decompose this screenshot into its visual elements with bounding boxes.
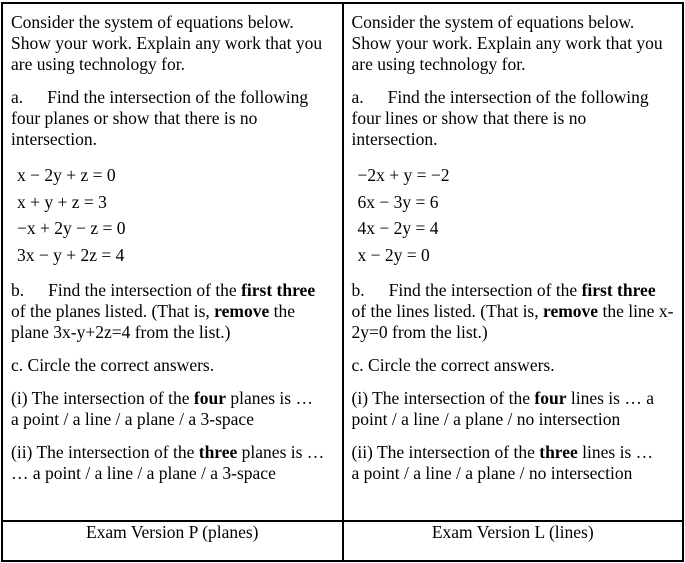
version-l-question-i-text-2: lines is … a [566,388,654,408]
version-l-cell [343,3,684,521]
version-p-question-ii-options-text: a point / a line / a plane / a 3-space [28,463,276,483]
version-l-question-i [352,388,675,430]
version-l-intro: Consider the system of equations below. Show your work. Explain any work that you are using technology for. [351,12,663,74]
version-l-equation-4: x − 2y = 0 [357,244,430,265]
version-l-question-i-text-1: (i) The intersection of the [351,388,535,408]
version-l-question-i-bold: four [534,388,567,408]
version-l-part-b-bold-2: remove [543,301,599,321]
version-p-question-ii-text-1: (ii) The intersection of the [11,442,199,462]
version-p-intro: Consider the system of equations below. Show your work. Explain any work that you are using technology for. [11,12,323,74]
version-l-footer: Exam Version L (lines) [343,521,684,561]
version-l-question-ii-text-2: lines is … [577,442,654,462]
version-p-equation-list [11,162,334,268]
version-p-question-i-options: a point / a line / a plane / a 3-space [11,409,254,429]
version-p-part-a-label: a. [11,87,24,107]
version-p-equation-1: x − 2y + z = 0 [17,165,116,185]
version-l-part-c: c. Circle the correct answers. [351,355,555,375]
version-l-part-b [352,280,675,343]
version-p-question-i [11,388,334,430]
version-p-equation-2: x + y + z = 3 [17,191,107,212]
version-l-question-i-options: point / a line / a plane / no intersection [351,409,621,429]
version-p-cell [2,3,343,521]
version-p-question-ii-bold: three [198,442,238,462]
version-p-equation-4: 3x − y + 2z = 4 [17,244,125,265]
version-l-part-a-text: Find the intersection of the following four lines or show that there is no intersection. [351,87,649,149]
version-p-part-b-text-1: Find the intersection of the [48,280,242,300]
version-l-part-b-bold-1: first three [581,280,656,300]
version-p-part-b-label: b. [11,280,25,300]
version-p-question-ii [11,442,334,484]
version-l-equation-1: −2x + y = −2 [357,165,450,185]
version-p-part-a-text: Find the intersection of the following four planes or show that there is no intersection. [11,87,309,149]
version-l-part-a [352,87,675,150]
version-p-part-c: c. Circle the correct answers. [11,355,215,375]
version-p-question-i-bold: four [193,388,226,408]
version-p-part-b-bold-1: first three [241,280,316,300]
version-p-footer: Exam Version P (planes) [2,521,343,561]
version-p-question-i-text-2: planes is … [225,388,313,408]
version-l-part-b-text-3: the line x-2y=0 from the list.) [351,301,674,342]
version-l-question-ii [352,442,675,484]
version-p-question-ii-text-2: planes is … [237,442,325,462]
version-l-equation-2: 6x − 3y = 6 [357,191,439,212]
version-l-question-ii-options: a point / a line / a plane / no intersection [351,463,633,483]
version-p-body [3,4,342,484]
version-l-part-a-label: a. [351,87,364,107]
version-l-part-b-text-1: Find the intersection of the [388,280,582,300]
version-l-question-ii-bold: three [539,442,578,462]
version-p-part-b [11,280,334,343]
version-p-part-a [11,87,334,150]
version-p-part-b-bold-2: remove [214,301,270,321]
version-l-part-b-text-2: of the lines listed. (That is, [351,301,543,321]
version-l-part-b-label: b. [351,280,365,300]
version-p-part-b-text-2: of the planes listed. (That is, [11,301,215,321]
version-l-body [344,4,683,484]
version-p-question-i-text-1: (i) The intersection of the [11,388,194,408]
version-p-question-ii-options: … a point / a line / a plane / a 3-space [11,463,276,483]
version-l-question-ii-text-1: (ii) The intersection of the [351,442,540,462]
version-l-equation-list [352,162,675,268]
version-p-part-b-text-3: the plane 3x-y+2z=4 from the list.) [11,301,295,342]
exam-versions-table [1,2,684,562]
version-l-equation-3: 4x − 2y = 4 [357,218,439,238]
version-p-equation-3: −x + 2y − z = 0 [17,218,126,238]
